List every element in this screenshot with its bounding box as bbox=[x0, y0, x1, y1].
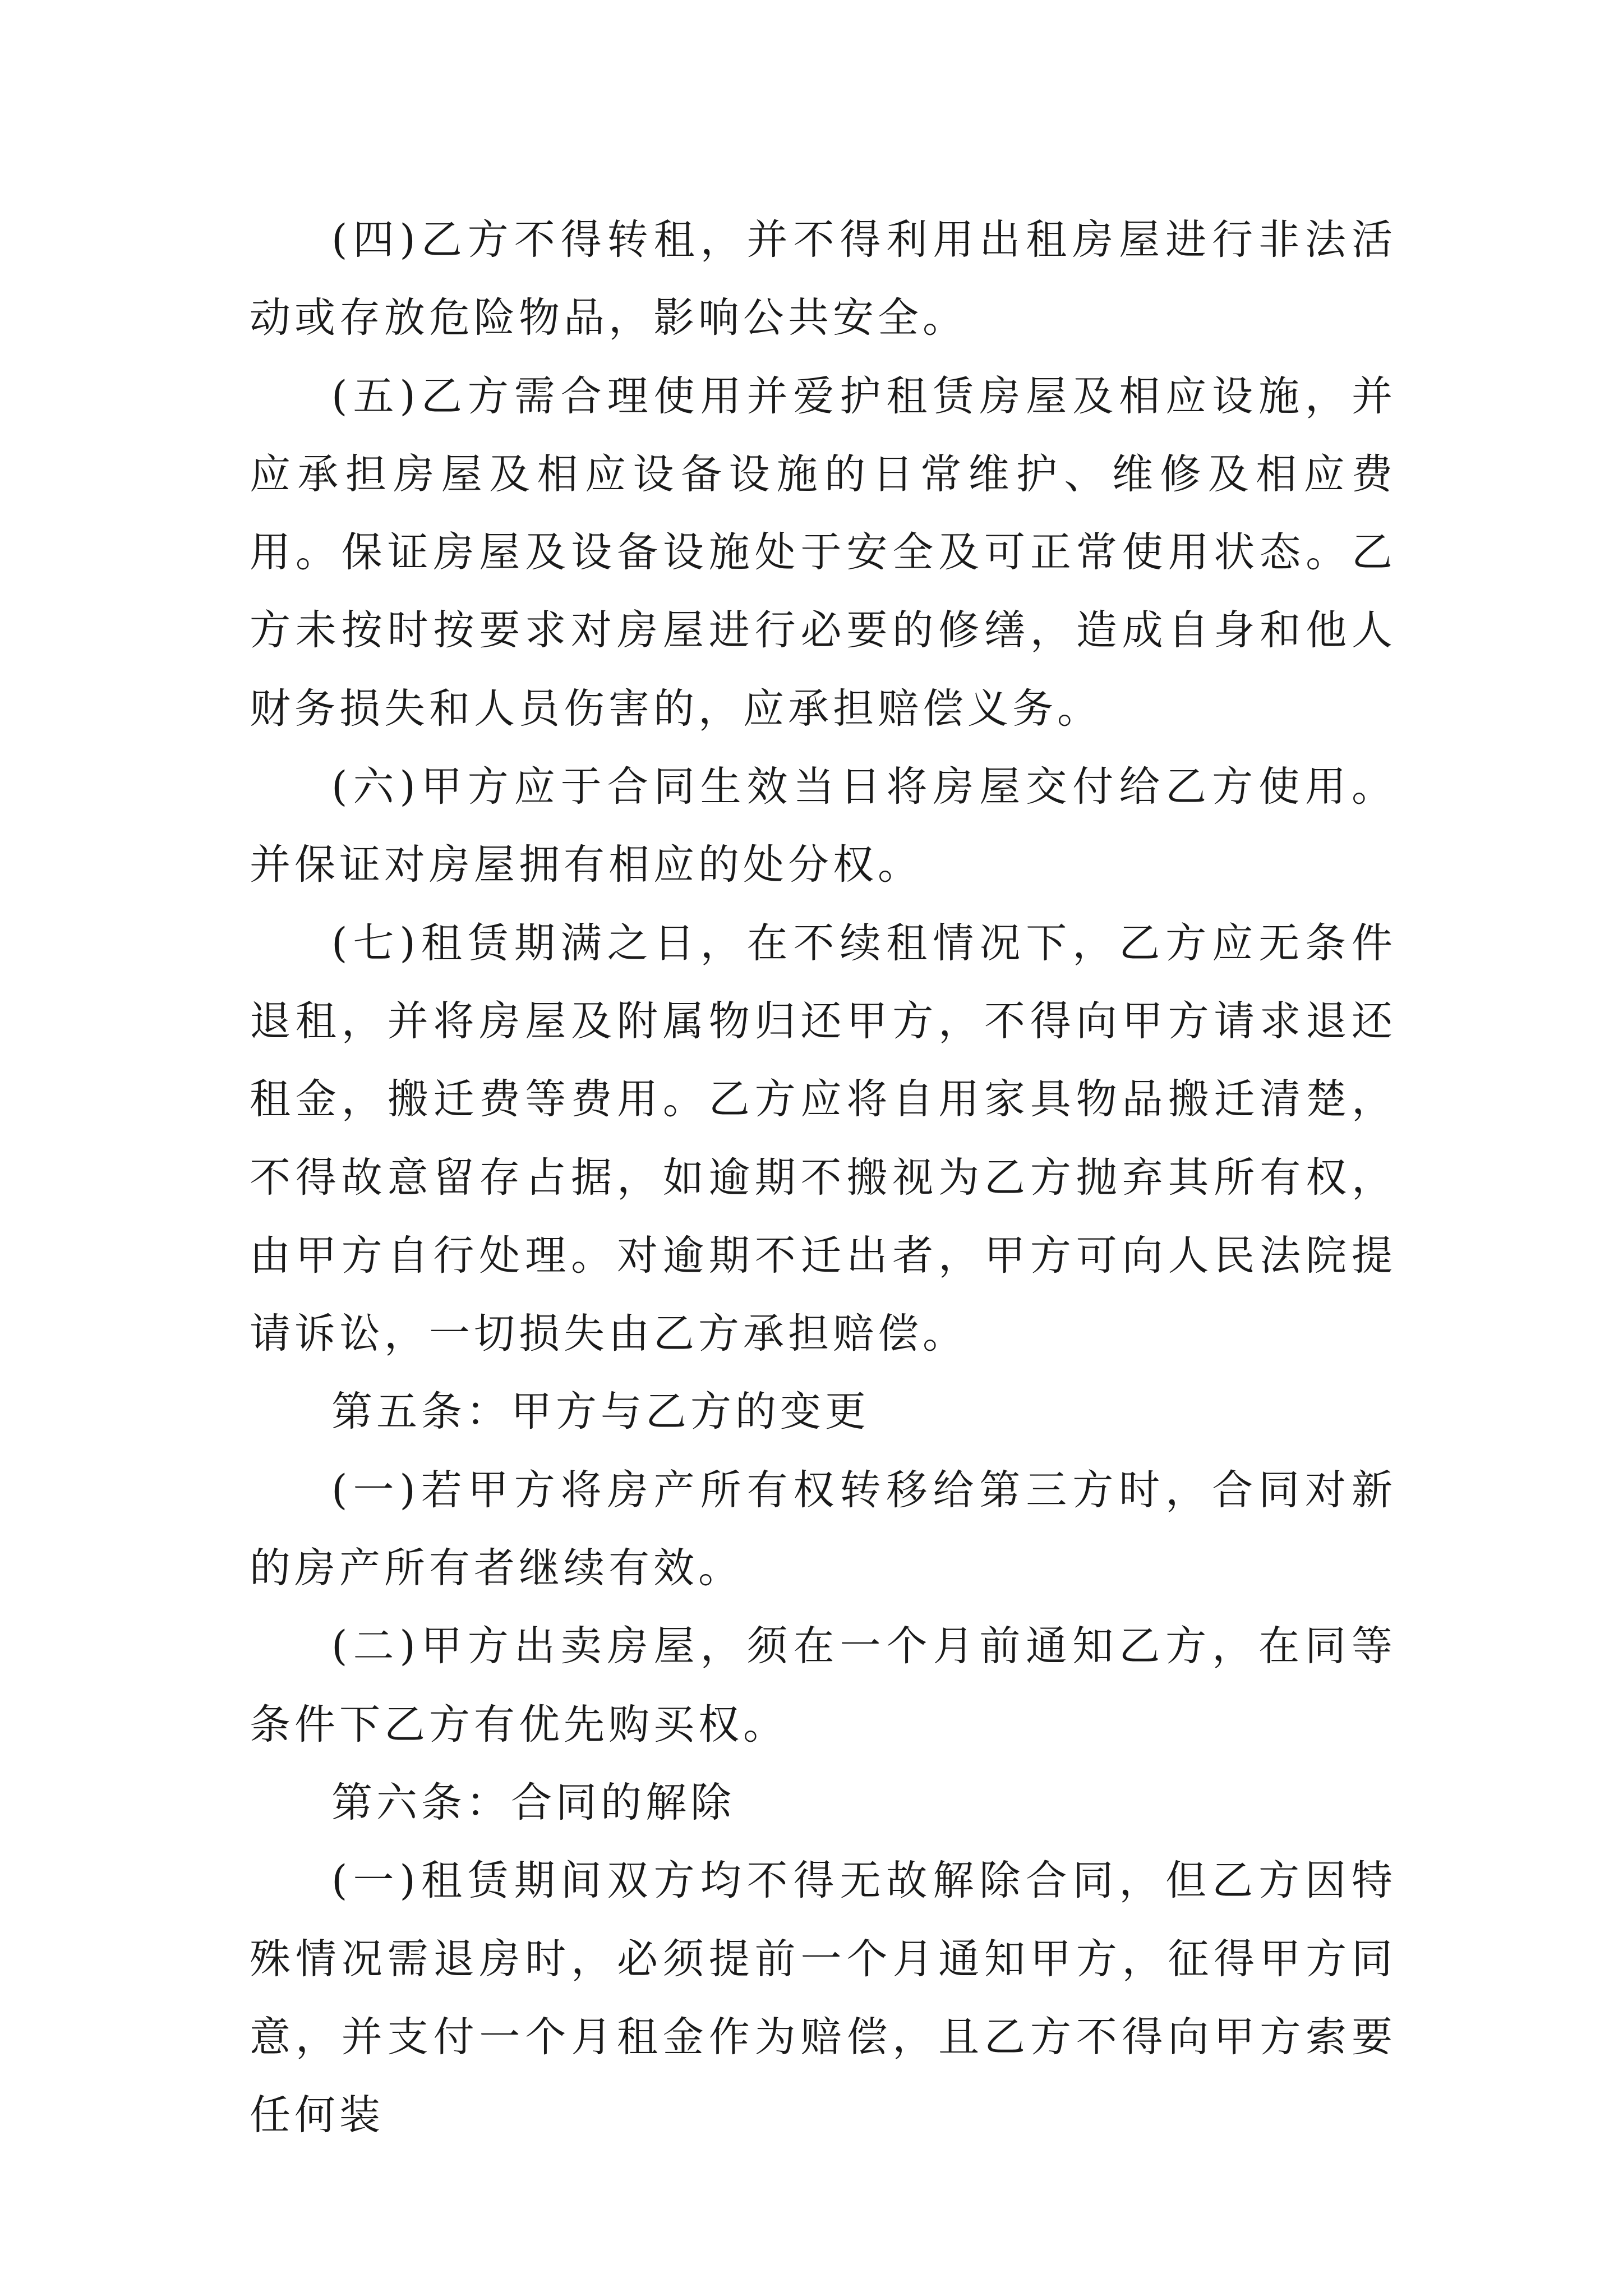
article-6-heading: 第六条：合同的解除 bbox=[331, 1778, 735, 1826]
article-5-heading: 第五条：甲方与乙方的变更 bbox=[331, 1388, 870, 1436]
article-6-clause-1: (一)租赁期间双方均不得无故解除合同，但乙方因特殊情况需退房时，必须提前一个月通知甲方，征得甲方同意，并支付一个月租金作为赔偿，且乙方不得向甲方索要任何装 bbox=[250, 1857, 1396, 2139]
article-5-clause-1: (一)若甲方将房产所有权转移给第三方时，合同对新的房产所有者继续有效。 bbox=[250, 1466, 1396, 1593]
clause-6: (六)甲方应于合同生效当日将房屋交付给乙方使用。并保证对房屋拥有相应的处分权。 bbox=[250, 763, 1396, 889]
document-body bbox=[250, 201, 1396, 2154]
article-5-clause-2: (二)甲方出卖房屋，须在一个月前通知乙方，在同等条件下乙方有优先购买权。 bbox=[250, 1622, 1396, 1749]
clause-4: (四)乙方不得转租，并不得利用出租房屋进行非法活动或存放危险物品，影响公共安全。 bbox=[250, 216, 1396, 342]
clause-7: (七)租赁期满之日，在不续租情况下，乙方应无条件退租，并将房屋及附属物归还甲方，不得向甲方请求退还租金，搬迁费等费用。乙方应将自用家具物品搬迁清楚，不得故意留存占据，如逾期不搬视为乙方抛弃其所有权，由甲方自行处理。对逾期不迁出者，甲方可向人民法院提请诉讼，一切损失由乙方承担赔偿。 bbox=[250, 919, 1396, 1358]
clause-5: (五)乙方需合理使用并爱护租赁房屋及相应设施，并应承担房屋及相应设备设施的日常维护、维修及相应费用。保证房屋及设备设施处于安全及可正常使用状态。乙方未按时按要求对房屋进行必要的修缮，造成自身和他人财务损失和人员伤害的，应承担赔偿义务。 bbox=[250, 372, 1396, 733]
